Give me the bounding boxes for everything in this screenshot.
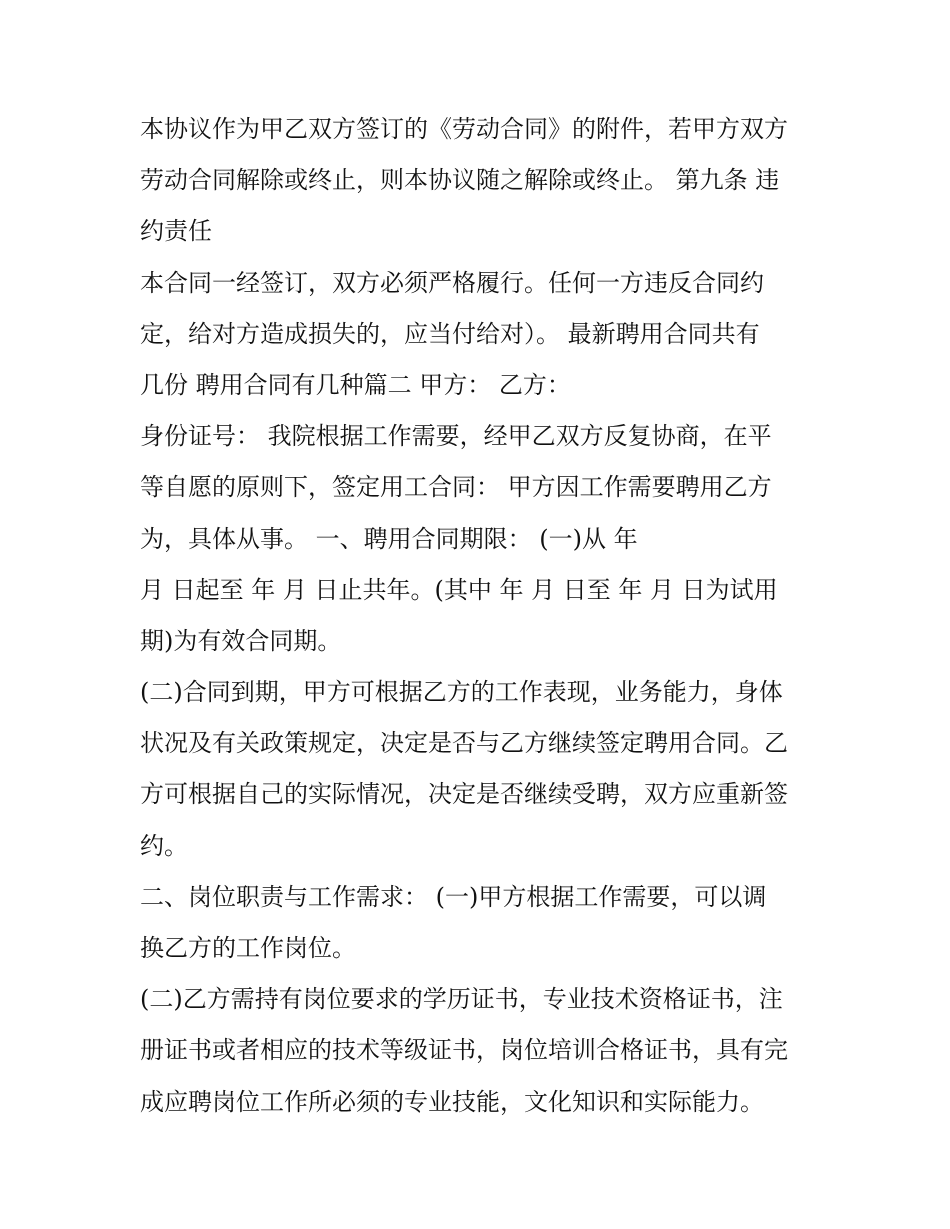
text-line: 本协议作为甲乙双方签订的《劳动合同》的附件，若甲方双方 (140, 115, 788, 143)
text-line: 状况及有关政策规定，决定是否与乙方继续签定聘用合同。乙 (140, 729, 788, 758)
text-line: 劳动合同解除或终止，则本协议随之解除或终止。 第九条 违 (140, 166, 780, 195)
text-line: 几份 聘用合同有几种篇二 甲方： 乙方： (140, 370, 571, 399)
text-line: 月 日起至 年 月 日止共年。(其中 年 月 日至 年 月 日为试用 (140, 575, 778, 604)
text-line: 约责任 (140, 217, 212, 246)
text-line: 约。 (140, 831, 188, 860)
text-line: 期)为有效合同期。 (140, 626, 342, 655)
text-line: (二)合同到期，甲方可根据乙方的工作表现，业务能力，身体 (140, 678, 783, 707)
text-line: 身份证号： 我院根据工作需要，经甲乙双方反复协商，在平 (140, 422, 772, 451)
text-line: (二)乙方需持有岗位要求的学历证书，专业技术资格证书，注 (140, 985, 783, 1014)
text-line: 为，具体从事。 一、聘用合同期限： (一)从 年 (140, 524, 638, 553)
text-line: 换乙方的工作岗位。 (140, 934, 356, 962)
text-line: 成应聘岗位工作所必须的专业技能，文化知识和实际能力。 (140, 1087, 764, 1116)
text-line: 册证书或者相应的技术等级证书，岗位培训合格证书，具有完 (140, 1036, 788, 1065)
text-line: 本合同一经签订，双方必须严格履行。任何一方违反合同约 (140, 268, 764, 297)
text-line: 二、岗位职责与工作需求： (一)甲方根据工作需要，可以调 (140, 882, 767, 911)
document-body (140, 104, 820, 1128)
text-line: 方可根据自己的实际情况，决定是否继续受聘，双方应重新签 (140, 780, 788, 809)
text-line: 定，给对方造成损失的，应当付给对）。 最新聘用合同共有 (140, 319, 760, 348)
text-line: 等自愿的原则下，签定用工合同： 甲方因工作需要聘用乙方 (140, 473, 772, 502)
